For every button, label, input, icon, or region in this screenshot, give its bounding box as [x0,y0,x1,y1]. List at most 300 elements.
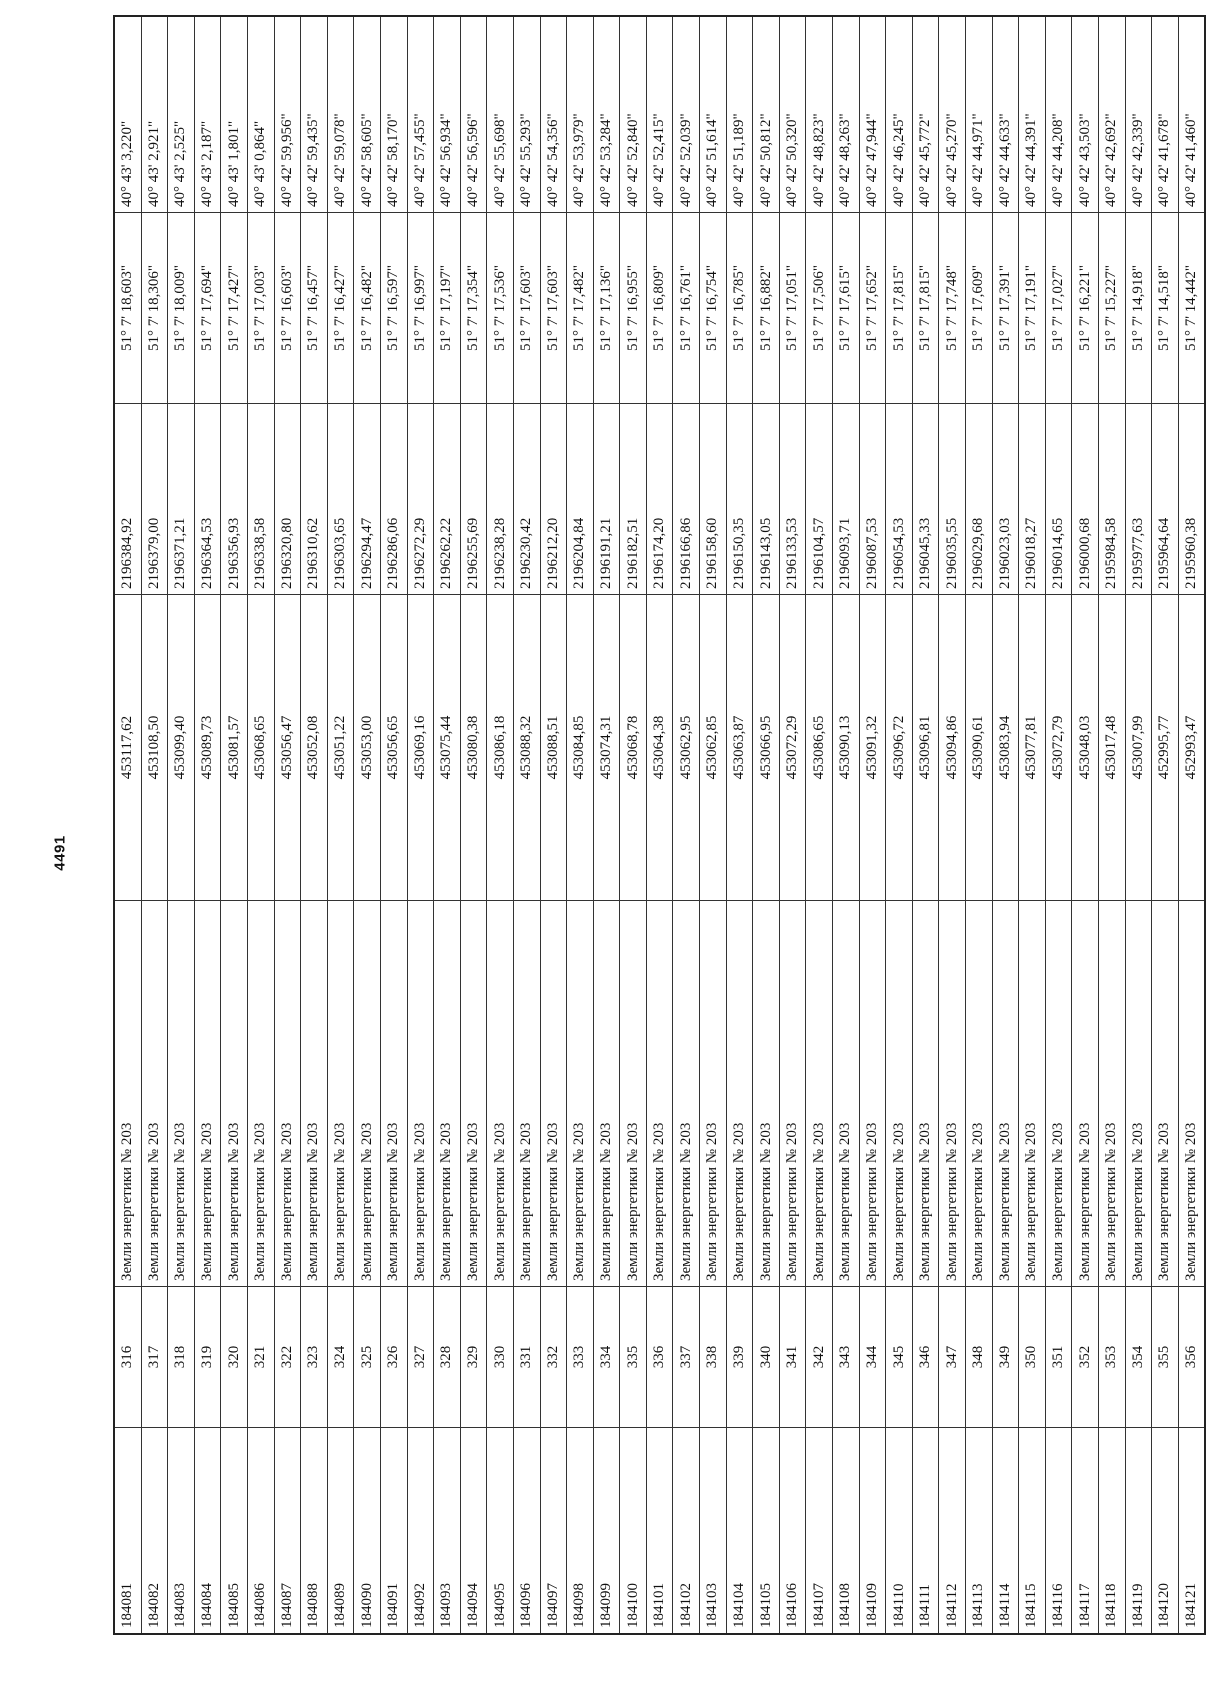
row-id-cell: 184096 [513,1428,540,1635]
x-coordinate-cell: 453068,65 [247,595,274,901]
table-row [274,16,301,1634]
land-category-cell: Земли энергетики № 203 [327,901,354,1287]
row-id-cell: 184110 [886,1428,913,1635]
x-coordinate-cell: 452995,77 [1152,595,1179,901]
land-category-cell: Земли энергетики № 203 [194,901,221,1287]
table-row [939,16,966,1634]
row-id-cell: 184081 [114,1428,141,1635]
x-coordinate-cell: 453096,81 [912,595,939,901]
table-row [593,16,620,1634]
land-category-cell: Земли энергетики № 203 [540,901,567,1287]
longitude-cell: 40° 43' 2,921" [141,16,168,213]
longitude-cell: 40° 42' 56,934" [434,16,461,213]
row-id-cell: 184103 [700,1428,727,1635]
x-coordinate-cell: 453086,18 [487,595,514,901]
point-number-cell: 351 [1045,1287,1072,1428]
table-row [806,16,833,1634]
point-number-cell: 349 [992,1287,1019,1428]
land-category-cell: Земли энергетики № 203 [1178,901,1205,1287]
x-coordinate-cell: 453007,99 [1125,595,1152,901]
y-coordinate-cell: 2196104,57 [806,404,833,595]
land-category-cell: Земли энергетики № 203 [992,901,1019,1287]
land-category-cell: Земли энергетики № 203 [939,901,966,1287]
table-row [487,16,514,1634]
x-coordinate-cell: 453086,65 [806,595,833,901]
table-row [912,16,939,1634]
x-coordinate-cell: 453074,31 [593,595,620,901]
x-coordinate-cell: 453083,94 [992,595,1019,901]
point-number-cell: 317 [141,1287,168,1428]
row-id-cell: 184085 [221,1428,248,1635]
table-row [513,16,540,1634]
point-number-cell: 355 [1152,1287,1179,1428]
y-coordinate-cell: 2196238,28 [487,404,514,595]
y-coordinate-cell: 2196000,68 [1072,404,1099,595]
y-coordinate-cell: 2195960,38 [1178,404,1205,595]
x-coordinate-cell: 453069,16 [407,595,434,901]
row-id-cell: 184113 [966,1428,993,1635]
land-category-cell: Земли энергетики № 203 [806,901,833,1287]
point-number-cell: 333 [567,1287,594,1428]
land-category-cell: Земли энергетики № 203 [1098,901,1125,1287]
longitude-cell: 40° 42' 45,772" [912,16,939,213]
latitude-cell: 51° 7' 17,815" [886,213,913,404]
point-number-cell: 356 [1178,1287,1205,1428]
point-number-cell: 339 [726,1287,753,1428]
y-coordinate-cell: 2196371,21 [168,404,195,595]
latitude-cell: 51° 7' 17,748" [939,213,966,404]
y-coordinate-cell: 2196150,35 [726,404,753,595]
land-category-cell: Земли энергетики № 203 [886,901,913,1287]
x-coordinate-cell: 453090,13 [833,595,860,901]
latitude-cell: 51° 7' 14,518" [1152,213,1179,404]
land-category-cell: Земли энергетики № 203 [141,901,168,1287]
table-row [753,16,780,1634]
row-id-cell: 184108 [833,1428,860,1635]
point-number-cell: 352 [1072,1287,1099,1428]
longitude-cell: 40° 42' 52,039" [673,16,700,213]
longitude-cell: 40° 42' 52,840" [620,16,647,213]
table-row [1125,16,1152,1634]
row-id-cell: 184093 [434,1428,461,1635]
y-coordinate-cell: 2196356,93 [221,404,248,595]
row-id-cell: 184120 [1152,1428,1179,1635]
row-id-cell: 184094 [460,1428,487,1635]
latitude-cell: 51° 7' 17,694" [194,213,221,404]
table-row [540,16,567,1634]
table-row [460,16,487,1634]
table-row [966,16,993,1634]
land-category-cell: Земли энергетики № 203 [700,901,727,1287]
latitude-cell: 51° 7' 16,809" [646,213,673,404]
x-coordinate-cell: 453062,95 [673,595,700,901]
y-coordinate-cell: 2196054,53 [886,404,913,595]
longitude-cell: 40° 42' 58,170" [380,16,407,213]
land-category-cell: Земли энергетики № 203 [487,901,514,1287]
latitude-cell: 51° 7' 14,442" [1178,213,1205,404]
rotated-table-container [113,95,1200,1635]
row-id-cell: 184087 [274,1428,301,1635]
longitude-cell: 40° 42' 42,692" [1098,16,1125,213]
y-coordinate-cell: 2196204,84 [567,404,594,595]
point-number-cell: 328 [434,1287,461,1428]
land-category-cell: Земли энергетики № 203 [673,901,700,1287]
table-row [194,16,221,1634]
table-row [327,16,354,1634]
land-category-cell: Земли энергетики № 203 [513,901,540,1287]
point-number-cell: 322 [274,1287,301,1428]
longitude-cell: 40° 42' 51,614" [700,16,727,213]
longitude-cell: 40° 42' 45,270" [939,16,966,213]
y-coordinate-cell: 2196338,58 [247,404,274,595]
y-coordinate-cell: 2196045,33 [912,404,939,595]
longitude-cell: 40° 43' 0,864" [247,16,274,213]
longitude-cell: 40° 42' 53,979" [567,16,594,213]
latitude-cell: 51° 7' 17,609" [966,213,993,404]
x-coordinate-cell: 453084,85 [567,595,594,901]
y-coordinate-cell: 2196364,53 [194,404,221,595]
point-number-cell: 342 [806,1287,833,1428]
x-coordinate-cell: 453051,22 [327,595,354,901]
y-coordinate-cell: 2196272,29 [407,404,434,595]
latitude-cell: 51° 7' 16,882" [753,213,780,404]
land-category-cell: Земли энергетики № 203 [620,901,647,1287]
x-coordinate-cell: 453088,32 [513,595,540,901]
point-number-cell: 354 [1125,1287,1152,1428]
table-row [859,16,886,1634]
land-category-cell: Земли энергетики № 203 [114,901,141,1287]
point-number-cell: 345 [886,1287,913,1428]
point-number-cell: 319 [194,1287,221,1428]
y-coordinate-cell: 2196182,51 [620,404,647,595]
x-coordinate-cell: 453088,51 [540,595,567,901]
table-row [354,16,381,1634]
row-id-cell: 184117 [1072,1428,1099,1635]
latitude-cell: 51° 7' 17,506" [806,213,833,404]
table-row [168,16,195,1634]
latitude-cell: 51° 7' 16,761" [673,213,700,404]
latitude-cell: 51° 7' 16,597" [380,213,407,404]
x-coordinate-cell: 453052,08 [301,595,328,901]
row-id-cell: 184095 [487,1428,514,1635]
y-coordinate-cell: 2196018,27 [1019,404,1046,595]
land-category-cell: Земли энергетики № 203 [593,901,620,1287]
y-coordinate-cell: 2195984,58 [1098,404,1125,595]
table-row [1152,16,1179,1634]
point-number-cell: 331 [513,1287,540,1428]
row-id-cell: 184082 [141,1428,168,1635]
row-id-cell: 184111 [912,1428,939,1635]
longitude-cell: 40° 42' 44,208" [1045,16,1072,213]
longitude-cell: 40° 42' 50,320" [779,16,806,213]
x-coordinate-cell: 453099,40 [168,595,195,901]
latitude-cell: 51° 7' 14,918" [1125,213,1152,404]
land-category-cell: Земли энергетики № 203 [1045,901,1072,1287]
x-coordinate-cell: 453066,95 [753,595,780,901]
row-id-cell: 184115 [1019,1428,1046,1635]
table-row [1098,16,1125,1634]
latitude-cell: 51° 7' 17,003" [247,213,274,404]
table-row [567,16,594,1634]
land-category-cell: Земли энергетики № 203 [168,901,195,1287]
row-id-cell: 184097 [540,1428,567,1635]
land-category-cell: Земли энергетики № 203 [1019,901,1046,1287]
table-row [1019,16,1046,1634]
x-coordinate-cell: 453072,79 [1045,595,1072,901]
y-coordinate-cell: 2196014,65 [1045,404,1072,595]
table-row [434,16,461,1634]
land-category-cell: Земли энергетики № 203 [779,901,806,1287]
longitude-cell: 40° 42' 41,678" [1152,16,1179,213]
x-coordinate-cell: 453053,00 [354,595,381,901]
land-category-cell: Земли энергетики № 203 [726,901,753,1287]
latitude-cell: 51° 7' 15,227" [1098,213,1125,404]
table-row [114,16,141,1634]
table-row [1178,16,1205,1634]
row-id-cell: 184098 [567,1428,594,1635]
y-coordinate-cell: 2196303,65 [327,404,354,595]
x-coordinate-cell: 453090,61 [966,595,993,901]
x-coordinate-cell: 453091,32 [859,595,886,901]
x-coordinate-cell: 453080,38 [460,595,487,901]
latitude-cell: 51° 7' 18,306" [141,213,168,404]
point-number-cell: 340 [753,1287,780,1428]
point-number-cell: 346 [912,1287,939,1428]
row-id-cell: 184104 [726,1428,753,1635]
row-id-cell: 184107 [806,1428,833,1635]
point-number-cell: 330 [487,1287,514,1428]
row-id-cell: 184121 [1178,1428,1205,1635]
latitude-cell: 51° 7' 17,815" [912,213,939,404]
longitude-cell: 40° 42' 55,698" [487,16,514,213]
longitude-cell: 40° 42' 42,339" [1125,16,1152,213]
x-coordinate-cell: 453056,65 [380,595,407,901]
longitude-cell: 40° 42' 41,460" [1178,16,1205,213]
longitude-cell: 40° 42' 48,263" [833,16,860,213]
latitude-cell: 51° 7' 16,997" [407,213,434,404]
y-coordinate-cell: 2196262,22 [434,404,461,595]
land-category-cell: Земли энергетики № 203 [646,901,673,1287]
longitude-cell: 40° 42' 58,605" [354,16,381,213]
longitude-cell: 40° 42' 54,356" [540,16,567,213]
x-coordinate-cell: 453096,72 [886,595,913,901]
latitude-cell: 51° 7' 16,221" [1072,213,1099,404]
longitude-cell: 40° 42' 51,189" [726,16,753,213]
row-id-cell: 184116 [1045,1428,1072,1635]
table-row [141,16,168,1634]
table-row [726,16,753,1634]
latitude-cell: 51° 7' 17,191" [1019,213,1046,404]
point-number-cell: 327 [407,1287,434,1428]
x-coordinate-cell: 453089,73 [194,595,221,901]
row-id-cell: 184091 [380,1428,407,1635]
table-row [1045,16,1072,1634]
land-category-cell: Земли энергетики № 203 [274,901,301,1287]
table-row [700,16,727,1634]
point-number-cell: 324 [327,1287,354,1428]
point-number-cell: 350 [1019,1287,1046,1428]
point-number-cell: 337 [673,1287,700,1428]
row-id-cell: 184089 [327,1428,354,1635]
point-number-cell: 348 [966,1287,993,1428]
y-coordinate-cell: 2196255,69 [460,404,487,595]
longitude-cell: 40° 43' 3,220" [114,16,141,213]
latitude-cell: 51° 7' 16,955" [620,213,647,404]
longitude-cell: 40° 42' 44,971" [966,16,993,213]
y-coordinate-cell: 2196294,47 [354,404,381,595]
row-id-cell: 184092 [407,1428,434,1635]
latitude-cell: 51° 7' 17,197" [434,213,461,404]
row-id-cell: 184101 [646,1428,673,1635]
longitude-cell: 40° 42' 46,245" [886,16,913,213]
x-coordinate-cell: 453108,50 [141,595,168,901]
latitude-cell: 51° 7' 17,603" [540,213,567,404]
table-row [301,16,328,1634]
point-number-cell: 353 [1098,1287,1125,1428]
latitude-cell: 51° 7' 17,427" [221,213,248,404]
y-coordinate-cell: 2196035,55 [939,404,966,595]
point-number-cell: 335 [620,1287,647,1428]
land-category-cell: Земли энергетики № 203 [407,901,434,1287]
point-number-cell: 316 [114,1287,141,1428]
point-number-cell: 332 [540,1287,567,1428]
latitude-cell: 51° 7' 17,482" [567,213,594,404]
point-number-cell: 320 [221,1287,248,1428]
y-coordinate-cell: 2196230,42 [513,404,540,595]
land-category-cell: Земли энергетики № 203 [567,901,594,1287]
longitude-cell: 40° 42' 57,455" [407,16,434,213]
latitude-cell: 51° 7' 17,354" [460,213,487,404]
latitude-cell: 51° 7' 17,391" [992,213,1019,404]
table-row [833,16,860,1634]
land-category-cell: Земли энергетики № 203 [460,901,487,1287]
y-coordinate-cell: 2196286,06 [380,404,407,595]
table-row [380,16,407,1634]
table-row [779,16,806,1634]
longitude-cell: 40° 43' 2,187" [194,16,221,213]
row-id-cell: 184090 [354,1428,381,1635]
x-coordinate-cell: 453072,29 [779,595,806,901]
x-coordinate-cell: 453063,87 [726,595,753,901]
row-id-cell: 184109 [859,1428,886,1635]
latitude-cell: 51° 7' 17,652" [859,213,886,404]
land-category-cell: Земли энергетики № 203 [434,901,461,1287]
land-category-cell: Земли энергетики № 203 [859,901,886,1287]
longitude-cell: 40° 42' 43,503" [1072,16,1099,213]
row-id-cell: 184100 [620,1428,647,1635]
row-id-cell: 184119 [1125,1428,1152,1635]
y-coordinate-cell: 2196158,60 [700,404,727,595]
latitude-cell: 51° 7' 16,457" [301,213,328,404]
y-coordinate-cell: 2196212,20 [540,404,567,595]
y-coordinate-cell: 2196087,53 [859,404,886,595]
longitude-cell: 40° 42' 56,596" [460,16,487,213]
latitude-cell: 51° 7' 17,051" [779,213,806,404]
y-coordinate-cell: 2196093,71 [833,404,860,595]
land-category-cell: Земли энергетики № 203 [247,901,274,1287]
x-coordinate-cell: 453081,57 [221,595,248,901]
table-row [886,16,913,1634]
x-coordinate-cell: 453117,62 [114,595,141,901]
latitude-cell: 51° 7' 16,754" [700,213,727,404]
coordinates-table [113,15,1206,1635]
land-category-cell: Земли энергетики № 203 [354,901,381,1287]
latitude-cell: 51° 7' 16,482" [354,213,381,404]
x-coordinate-cell: 453017,48 [1098,595,1125,901]
land-category-cell: Земли энергетики № 203 [753,901,780,1287]
point-number-cell: 325 [354,1287,381,1428]
y-coordinate-cell: 2196143,05 [753,404,780,595]
land-category-cell: Земли энергетики № 203 [1152,901,1179,1287]
longitude-cell: 40° 43' 1,801" [221,16,248,213]
x-coordinate-cell: 453064,38 [646,595,673,901]
point-number-cell: 326 [380,1287,407,1428]
land-category-cell: Земли энергетики № 203 [966,901,993,1287]
land-category-cell: Земли энергетики № 203 [912,901,939,1287]
x-coordinate-cell: 453094,86 [939,595,966,901]
row-id-cell: 184118 [1098,1428,1125,1635]
table-row [646,16,673,1634]
x-coordinate-cell: 453075,44 [434,595,461,901]
latitude-cell: 51° 7' 16,785" [726,213,753,404]
point-number-cell: 343 [833,1287,860,1428]
x-coordinate-cell: 453068,78 [620,595,647,901]
latitude-cell: 51° 7' 18,603" [114,213,141,404]
table-row [407,16,434,1634]
land-category-cell: Земли энергетики № 203 [833,901,860,1287]
table-row [992,16,1019,1634]
latitude-cell: 51° 7' 16,427" [327,213,354,404]
longitude-cell: 40° 42' 55,293" [513,16,540,213]
point-number-cell: 321 [247,1287,274,1428]
longitude-cell: 40° 42' 44,391" [1019,16,1046,213]
x-coordinate-cell: 452993,47 [1178,595,1205,901]
point-number-cell: 341 [779,1287,806,1428]
row-id-cell: 184102 [673,1428,700,1635]
row-id-cell: 184084 [194,1428,221,1635]
point-number-cell: 347 [939,1287,966,1428]
x-coordinate-cell: 453056,47 [274,595,301,901]
longitude-cell: 40° 42' 59,956" [274,16,301,213]
latitude-cell: 51° 7' 17,136" [593,213,620,404]
row-id-cell: 184105 [753,1428,780,1635]
longitude-cell: 40° 43' 2,525" [168,16,195,213]
y-coordinate-cell: 2196166,86 [673,404,700,595]
latitude-cell: 51° 7' 17,615" [833,213,860,404]
point-number-cell: 344 [859,1287,886,1428]
table-row [673,16,700,1634]
y-coordinate-cell: 2196133,53 [779,404,806,595]
page-number: 4491 [51,835,69,871]
y-coordinate-cell: 2196023,03 [992,404,1019,595]
point-number-cell: 318 [168,1287,195,1428]
latitude-cell: 51° 7' 17,027" [1045,213,1072,404]
row-id-cell: 184112 [939,1428,966,1635]
land-category-cell: Земли энергетики № 203 [1072,901,1099,1287]
point-number-cell: 336 [646,1287,673,1428]
point-number-cell: 338 [700,1287,727,1428]
y-coordinate-cell: 2196384,92 [114,404,141,595]
land-category-cell: Земли энергетики № 203 [380,901,407,1287]
x-coordinate-cell: 453077,81 [1019,595,1046,901]
longitude-cell: 40° 42' 53,284" [593,16,620,213]
x-coordinate-cell: 453062,85 [700,595,727,901]
table-row [247,16,274,1634]
row-id-cell: 184114 [992,1428,1019,1635]
land-category-cell: Земли энергетики № 203 [1125,901,1152,1287]
point-number-cell: 329 [460,1287,487,1428]
row-id-cell: 184086 [247,1428,274,1635]
